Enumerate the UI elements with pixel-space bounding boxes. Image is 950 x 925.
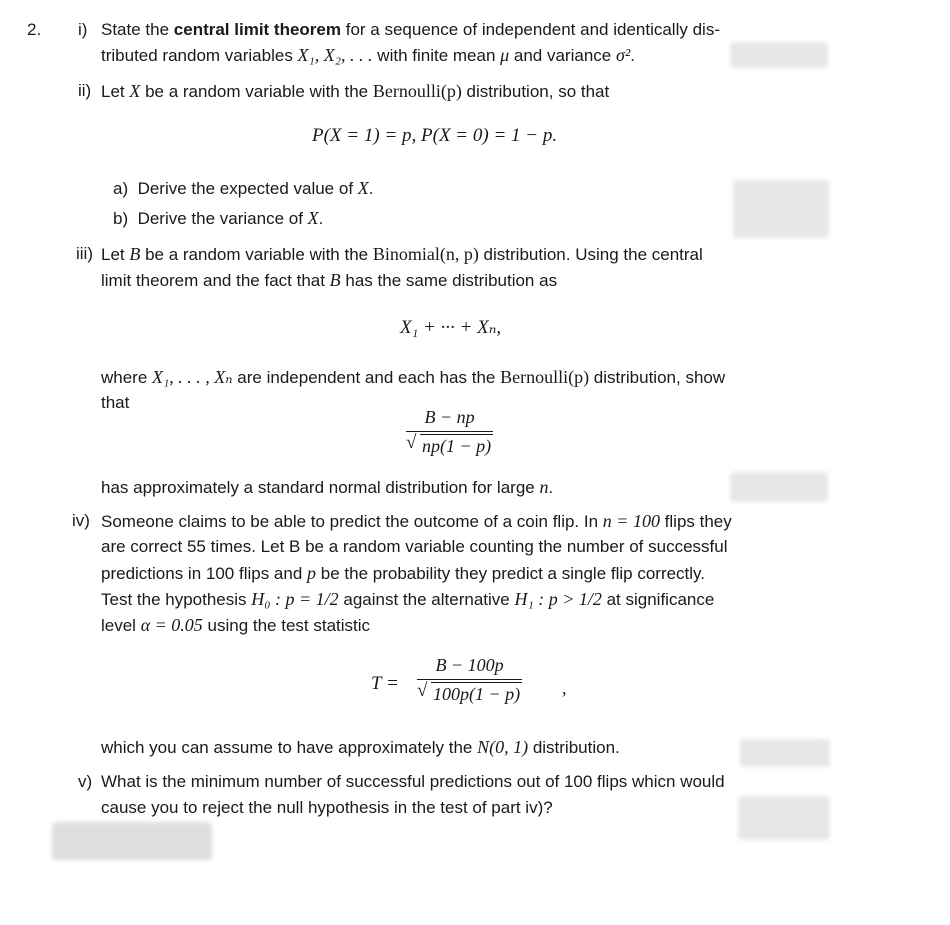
part-iii-line-1: Let B be a random variable with the Binomial(n, p) distribution. Using the central — [101, 244, 703, 264]
central-limit-theorem-term: central limit theorem — [173, 20, 341, 39]
part-iv-line-4: Test the hypothesis H₀ : p = 1/2 against the alternative H₁ : p > 1/2 at significance — [101, 589, 715, 609]
test-statistic-fraction — [417, 655, 522, 705]
part-ii-a: a) Derive the expected value of X. — [113, 178, 374, 198]
bernoulli-pmf-display: P(X = 1) = p, P(X = 0) = 1 − p. — [312, 125, 558, 146]
part-v-line-1: What is the minimum number of successful predictions out of 100 flips whicn would — [101, 772, 725, 791]
redacted-mark-ii — [733, 180, 829, 238]
part-v-line-2: cause you to reject the null hypothesis in the test of part iv)? — [101, 798, 553, 817]
part-iii-line-5: has approximately a standard normal distribution for large n. — [101, 477, 554, 497]
part-i-label: i) — [78, 20, 88, 39]
part-iv-line-2: are correct 55 times. Let B be a random variable counting the number of successful — [101, 537, 728, 556]
test-statistic-bar — [417, 679, 522, 680]
redacted-mark-i — [730, 42, 828, 68]
fraction-numerator: B − np — [424, 407, 475, 427]
part-ii-line-1: Let X be a random variable with the Bernoulli(p) distribution, so that — [101, 81, 610, 101]
redacted-mark-iv — [740, 739, 830, 767]
test-statistic-comma: , — [562, 678, 567, 698]
standardized-binomial-fraction — [406, 407, 493, 457]
part-iii-line-4: that — [101, 393, 130, 412]
part-iii-label: iii) — [76, 244, 93, 263]
test-statistic-numerator: B − 100p — [435, 655, 504, 675]
fraction-bar — [406, 431, 493, 432]
part-iv-line-1: Someone claims to be able to predict the outcome of a coin flip. In n = 100 flips they — [101, 511, 732, 531]
part-iv-line-6: which you can assume to have approximately the N(0, 1) distribution. — [101, 737, 620, 757]
part-iv-label: iv) — [72, 511, 90, 530]
redacted-mark-total — [52, 822, 212, 860]
part-v-label: v) — [78, 772, 93, 791]
part-iv-line-5: level α = 0.05 using the test statistic — [101, 615, 371, 635]
redacted-mark-v — [738, 796, 830, 840]
part-ii-label: ii) — [78, 81, 92, 100]
part-iii-line-3: where X₁, . . . , Xₙ are independent and each has the Bernoulli(p) distribution, show — [101, 367, 726, 387]
part-iv-line-3: predictions in 100 flips and p be the probability they predict a single flip correctly. — [101, 563, 706, 583]
test-statistic-label: T = — [371, 673, 399, 694]
part-iii-line-2: limit theorem and the fact that B has the same distribution as — [101, 270, 558, 290]
test-statistic-sqrt: √ 100p(1 − p) — [417, 680, 521, 704]
fraction-denominator: np(1 − p) — [422, 436, 492, 456]
bernoulli-sum-display: X₁ + ··· + Xₙ, — [400, 317, 502, 338]
question-number: 2. — [27, 20, 42, 39]
redacted-mark-iii — [730, 472, 828, 502]
sqrt-symbol: √ np(1 − p) — [406, 432, 492, 456]
test-statistic-denominator: 100p(1 − p) — [433, 684, 521, 704]
part-i-line-2: tributed random variables X₁, X₂, . . . with finite mean μ and variance σ². — [101, 45, 635, 65]
part-ii-b: b) Derive the variance of X. — [113, 208, 324, 228]
part-i-line-1: State the central limit theorem for a sequence of independent and identically dis- — [101, 20, 720, 39]
